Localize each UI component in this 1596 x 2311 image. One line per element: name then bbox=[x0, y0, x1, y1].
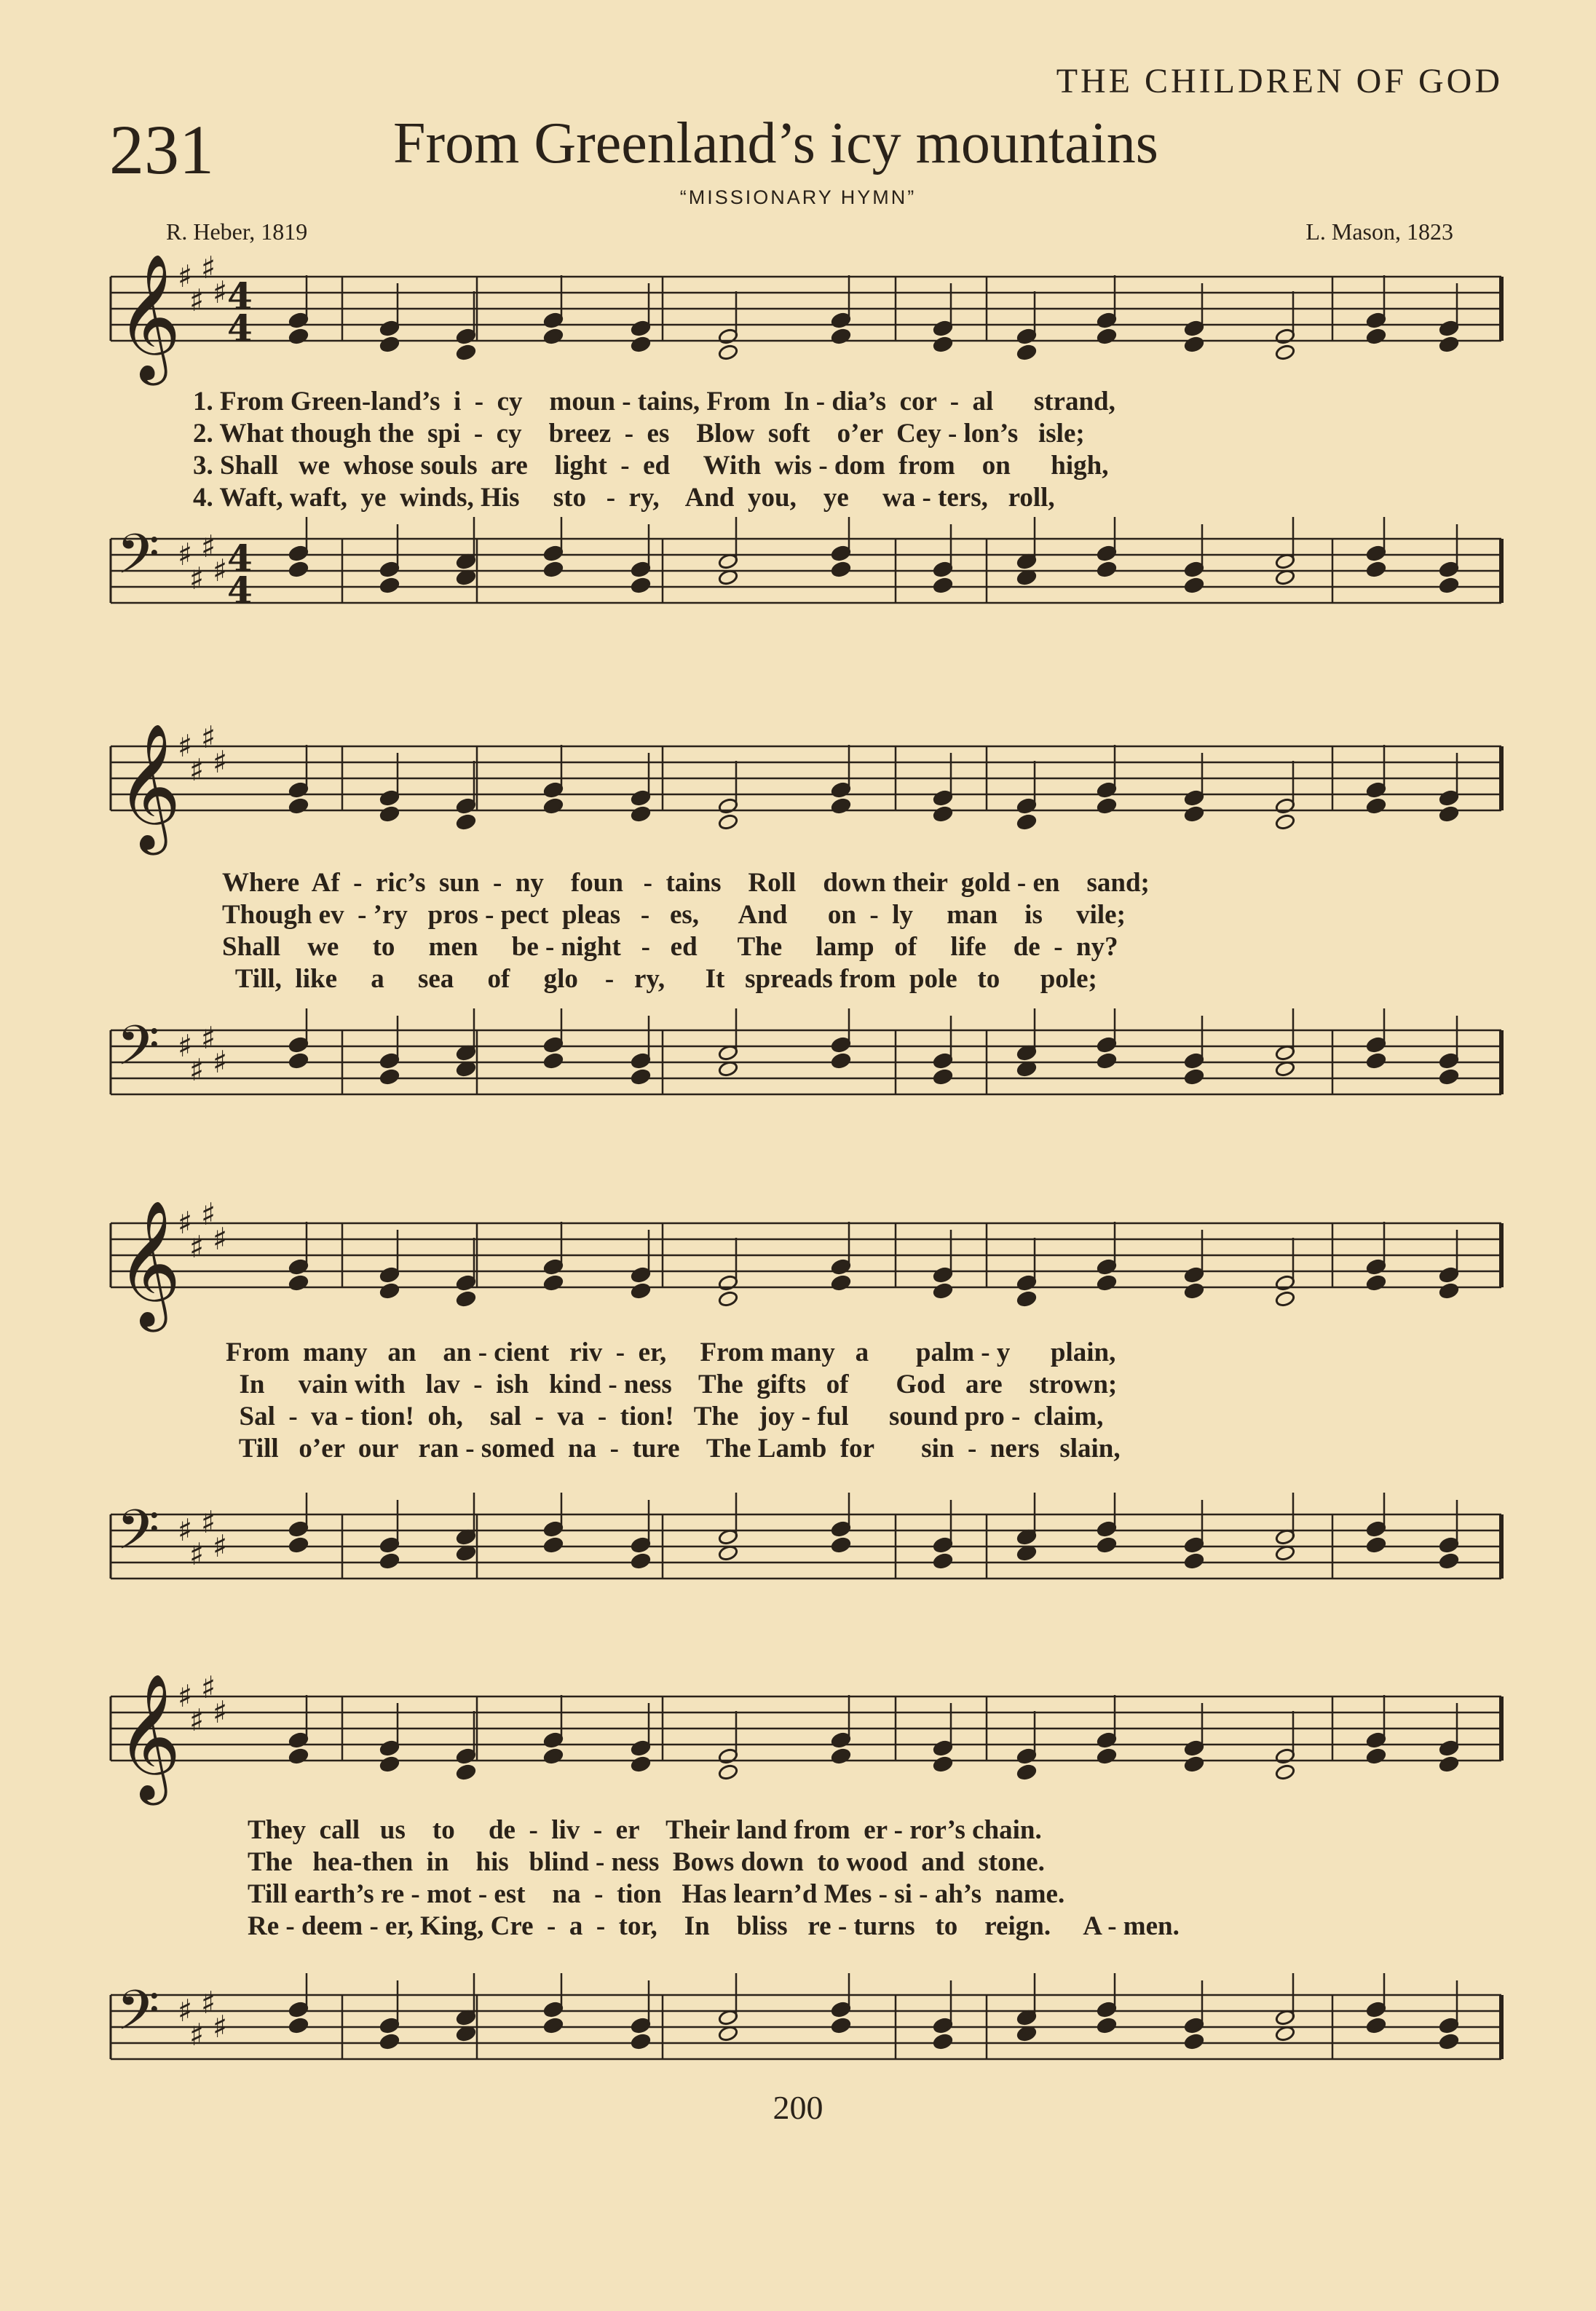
svg-text:♯: ♯ bbox=[178, 537, 193, 572]
verse-line: Where Af - ric’s sun - ny foun - tains Roll down their gold - en sand; bbox=[222, 868, 1150, 898]
svg-text:♯: ♯ bbox=[189, 2017, 205, 2053]
svg-text:♯: ♯ bbox=[201, 1985, 216, 2020]
verse-line: 1. From Green-land’s i - cy moun - tains, From In - dia’s cor - al strand, bbox=[193, 387, 1115, 416]
svg-text:♯: ♯ bbox=[213, 744, 228, 780]
svg-text:𝄢: 𝄢 bbox=[116, 1014, 160, 1091]
music-system-4 bbox=[0, 1667, 1596, 2104]
hymn-number: 231 bbox=[109, 111, 214, 189]
svg-text:♯: ♯ bbox=[178, 1512, 193, 1548]
verse-line: Till o’er our ran - somed na - ture The Lamb for sin - ners slain, bbox=[226, 1434, 1121, 1463]
svg-text:4: 4 bbox=[227, 274, 253, 317]
svg-text:♯: ♯ bbox=[189, 1536, 205, 1572]
bass-staff bbox=[0, 1973, 1596, 2104]
svg-text:♯: ♯ bbox=[213, 1528, 228, 1564]
verse-line: 2. What though the spi - cy breez - es Blow soft o’er Cey - lon’s isle; bbox=[193, 419, 1085, 449]
svg-text:♯: ♯ bbox=[189, 752, 205, 788]
svg-text:♯: ♯ bbox=[213, 2009, 228, 2045]
svg-text:𝄢: 𝄢 bbox=[116, 522, 160, 600]
section-heading: THE CHILDREN OF GOD bbox=[1056, 62, 1503, 100]
svg-text:𝄞: 𝄞 bbox=[116, 253, 181, 380]
treble-staff bbox=[0, 1194, 1596, 1340]
music-system-3 bbox=[0, 1194, 1596, 1631]
svg-text:𝄞: 𝄞 bbox=[116, 1200, 181, 1327]
svg-text:♯: ♯ bbox=[201, 1020, 216, 1056]
svg-text:♯: ♯ bbox=[189, 283, 205, 318]
bass-staff bbox=[0, 1008, 1596, 1154]
verse-line: Till, like a sea of glo - ry, It spreads from pole to pole; bbox=[222, 964, 1097, 994]
svg-text:♯: ♯ bbox=[201, 250, 216, 285]
svg-text:♯: ♯ bbox=[213, 274, 228, 310]
treble-staff bbox=[0, 1667, 1596, 1813]
svg-text:4: 4 bbox=[227, 537, 253, 580]
bass-staff bbox=[0, 1493, 1596, 1631]
verse-line: The hea-then in his blind - ness Bows down to wood and stone. bbox=[248, 1847, 1045, 1877]
hymn-title: From Greenland’s icy mountains bbox=[393, 111, 1158, 175]
svg-text:♯: ♯ bbox=[189, 1229, 205, 1265]
bass-staff bbox=[0, 517, 1596, 655]
svg-text:♯: ♯ bbox=[178, 258, 193, 294]
svg-text:𝄢: 𝄢 bbox=[116, 1498, 160, 1576]
svg-text:4: 4 bbox=[227, 569, 253, 612]
music-system-2 bbox=[0, 717, 1596, 1154]
page-number: 200 bbox=[773, 2089, 823, 2126]
svg-text:♯: ♯ bbox=[213, 1044, 228, 1080]
music-system-1 bbox=[0, 248, 1596, 655]
verse-line: In vain with lav - ish kind - ness The gifts of God are strown; bbox=[226, 1370, 1118, 1399]
treble-staff bbox=[0, 248, 1596, 393]
svg-text:♯: ♯ bbox=[201, 529, 216, 564]
svg-text:𝄞: 𝄞 bbox=[116, 1673, 181, 1800]
svg-text:♯: ♯ bbox=[213, 553, 228, 588]
author-credit: R. Heber, 1819 bbox=[166, 218, 308, 245]
verse-line: Sal - va - tion! oh, sal - va - tion! The joy - ful sound pro - claim, bbox=[226, 1402, 1104, 1431]
verse-line: They call us to de - liv - er Their land from er - ror’s chain. bbox=[248, 1815, 1042, 1845]
verse-line: 4. Waft, waft, ye winds, His sto - ry, And you, ye wa - ters, roll, bbox=[193, 483, 1055, 513]
svg-text:♯: ♯ bbox=[201, 719, 216, 755]
verse-line: Re - deem - er, King, Cre - a - tor, In bliss re - turns to reign. A - men. bbox=[248, 1911, 1180, 1941]
svg-text:♯: ♯ bbox=[189, 561, 205, 596]
verse-line: 3. Shall we whose souls are light - ed With wis - dom from on high, bbox=[193, 451, 1109, 481]
verse-line: Though ev - ’ry pros - pect pleas - es, And on - ly man is vile; bbox=[222, 900, 1126, 930]
svg-text:♯: ♯ bbox=[201, 1196, 216, 1232]
composer-credit: L. Mason, 1823 bbox=[1305, 218, 1453, 245]
verse-line: Till earth’s re - mot - est na - tion Has learn’d Mes - si - ah’s name. bbox=[248, 1879, 1065, 1909]
verse-line: Shall we to men be - night - ed The lamp of life de - ny? bbox=[222, 932, 1118, 962]
treble-staff bbox=[0, 717, 1596, 863]
svg-text:♯: ♯ bbox=[201, 1504, 216, 1540]
svg-text:𝄢: 𝄢 bbox=[116, 1978, 160, 2056]
svg-text:♯: ♯ bbox=[178, 1678, 193, 1714]
svg-text:♯: ♯ bbox=[213, 1221, 228, 1257]
svg-text:♯: ♯ bbox=[213, 1694, 228, 1730]
svg-text:♯: ♯ bbox=[178, 1028, 193, 1064]
svg-text:♯: ♯ bbox=[178, 1205, 193, 1241]
svg-text:♯: ♯ bbox=[178, 728, 193, 764]
verse-line: From many an an - cient riv - er, From many a palm - y plain, bbox=[226, 1338, 1116, 1367]
svg-text:𝄞: 𝄞 bbox=[116, 723, 181, 850]
svg-text:♯: ♯ bbox=[178, 1993, 193, 2028]
svg-text:♯: ♯ bbox=[201, 1670, 216, 1705]
svg-text:♯: ♯ bbox=[189, 1702, 205, 1738]
svg-text:4: 4 bbox=[227, 307, 253, 349]
svg-text:♯: ♯ bbox=[189, 1052, 205, 1088]
tune-name: “MISSIONARY HYMN” bbox=[679, 186, 917, 208]
